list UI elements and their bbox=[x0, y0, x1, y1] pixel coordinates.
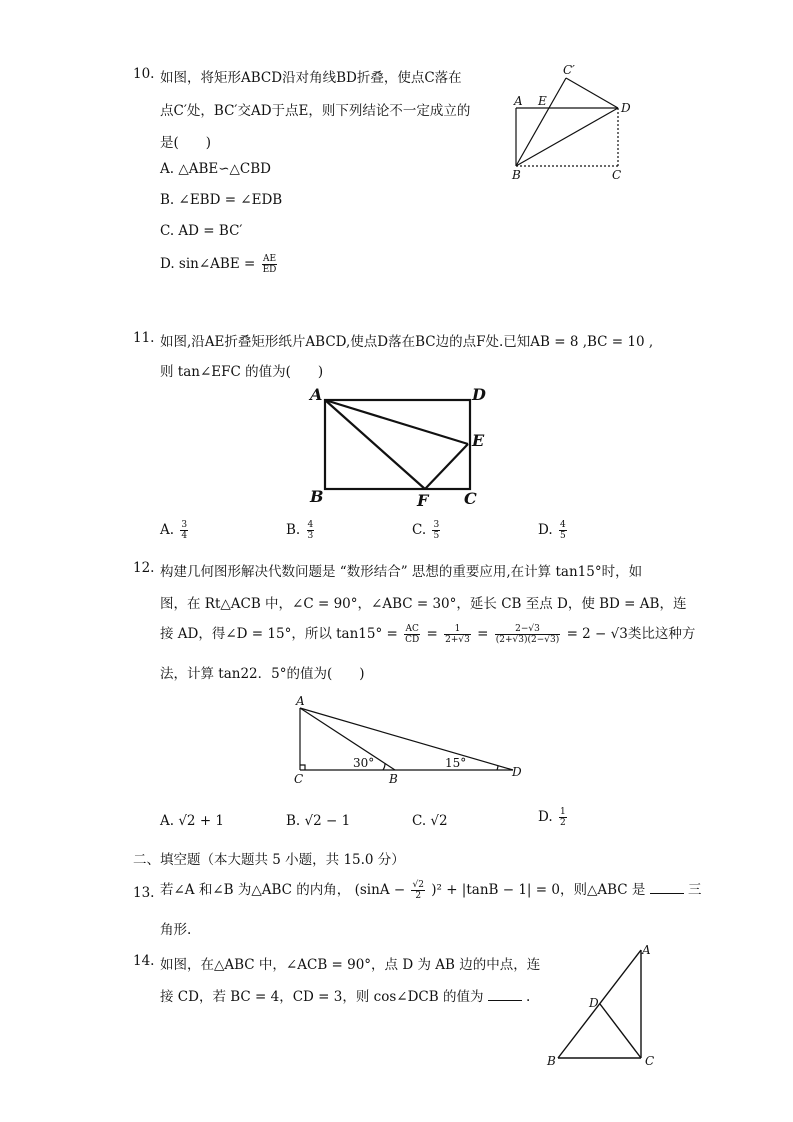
q11-option-b bbox=[286, 520, 316, 541]
fraction-denominator: 2+√3 bbox=[445, 635, 470, 645]
q13-line1-start: 若∠A 和∠B 为△ABC 的内角， bbox=[160, 882, 351, 898]
fraction-denominator: 2 bbox=[415, 891, 422, 901]
fig10-line-BD bbox=[516, 108, 618, 166]
fraction-numerator: 2−√3 bbox=[495, 624, 561, 635]
q12-figure bbox=[285, 690, 525, 785]
fraction-denominator: CD bbox=[405, 635, 420, 645]
q12-option-a: A. √2 + 1 bbox=[160, 813, 225, 829]
equals-sign: = bbox=[426, 626, 438, 642]
fig12-angle-15-label: 15° bbox=[445, 756, 467, 770]
section-title-fill-in: 二、填空题（本大题共 5 小题，共 15.0 分） bbox=[133, 852, 405, 868]
q10-option-d bbox=[160, 254, 279, 275]
fraction-numerator: 4 bbox=[559, 520, 566, 530]
q10-figure bbox=[500, 60, 650, 185]
equals-sign: = bbox=[477, 626, 489, 642]
fig14-label-A: A bbox=[642, 943, 651, 957]
q12-option-d bbox=[538, 807, 569, 828]
q10-option-a: A. △ABE∽△CBD bbox=[160, 161, 272, 177]
q11-number: 11. bbox=[133, 330, 155, 346]
q14-text-line1: 如图，在△ABC 中，∠ACB = 90°，点 D 为 AB 边的中点，连 bbox=[160, 957, 541, 973]
q12-fraction-3 bbox=[495, 624, 561, 645]
q12-option-b: B. √2 − 1 bbox=[286, 813, 351, 829]
fig12-label-B: B bbox=[389, 772, 398, 785]
q13-number: 13. bbox=[133, 885, 155, 901]
fig11-label-B: B bbox=[310, 487, 324, 506]
fraction-numerator: 4 bbox=[307, 520, 314, 530]
q13-text-line2: 角形. bbox=[160, 922, 192, 938]
fraction-numerator: AC bbox=[405, 624, 419, 634]
fig12-line-AD bbox=[300, 708, 513, 770]
q13-line1-end: 三 bbox=[687, 882, 702, 898]
fraction-denominator: 5 bbox=[559, 531, 566, 541]
q14-answer-blank[interactable] bbox=[488, 988, 522, 1001]
q12-number: 12. bbox=[133, 560, 155, 576]
q12-fraction-2 bbox=[444, 624, 471, 645]
q14-line2-start: 接 CD，若 BC = 4，CD = 3，则 cos∠DCB 的值为 bbox=[160, 989, 484, 1005]
option-letter: D. bbox=[538, 809, 553, 825]
option-letter: B. bbox=[286, 522, 301, 538]
fig12-angle-30-label: 30° bbox=[353, 756, 375, 770]
option-fraction bbox=[180, 520, 188, 541]
option-fraction bbox=[432, 520, 440, 541]
q12-text-line1: 构建几何图形解决代数问题是 “数形结合” 思想的重要应用,在计算 tan15°时，如 bbox=[160, 564, 643, 580]
q12-fraction-ac-cd bbox=[404, 624, 420, 645]
fraction-denominator: 3 bbox=[307, 531, 314, 541]
fig10-line-BCp bbox=[516, 78, 566, 166]
q12-text-line2: 图，在 Rt△ACB 中，∠C = 90°，∠ABC = 30°，延长 CB 至点 D，使 BD = AB，连 bbox=[160, 596, 687, 612]
fraction-numerator: 3 bbox=[181, 520, 188, 530]
q14-figure bbox=[540, 940, 665, 1075]
fig11-rectangle bbox=[325, 400, 470, 489]
q10-text-line3: 是( ) bbox=[160, 135, 212, 151]
q12-line3-start: 接 AD，得∠D = 15°，所以 tan15° = bbox=[160, 626, 398, 642]
fig10-label-Cp: C′ bbox=[563, 63, 575, 77]
q11-option-d bbox=[538, 520, 569, 541]
fig12-angle-arc-15 bbox=[497, 766, 498, 770]
q12-text-line3 bbox=[160, 622, 695, 645]
fig12-angle-arc-30 bbox=[383, 763, 385, 770]
option-fraction bbox=[307, 520, 315, 541]
q14-text-line2 bbox=[160, 985, 530, 1005]
option-letter: A. bbox=[160, 522, 175, 538]
fig11-label-D: D bbox=[472, 385, 486, 404]
q14-number: 14. bbox=[133, 953, 155, 969]
fraction-numerator: 1 bbox=[559, 807, 566, 817]
q10-number: 10. bbox=[133, 66, 155, 82]
q14-line2-end: . bbox=[526, 989, 531, 1005]
fig12-line-AB bbox=[300, 708, 395, 770]
q10-option-d-prefix: D. sin∠ABE = bbox=[160, 256, 256, 272]
fig10-label-B: B bbox=[512, 168, 521, 182]
fraction-numerator: 3 bbox=[433, 520, 440, 530]
fraction-numerator: 1 bbox=[444, 624, 471, 635]
option-fraction bbox=[559, 520, 567, 541]
fig10-label-D: D bbox=[621, 101, 631, 115]
fig11-label-C: C bbox=[464, 489, 477, 508]
fig10-label-C: C bbox=[612, 168, 622, 182]
option-letter: C. bbox=[412, 522, 427, 538]
fraction-denominator: 2 bbox=[559, 818, 566, 828]
fig11-line-AF bbox=[325, 400, 425, 489]
option-letter: D. bbox=[538, 522, 553, 538]
q13-expression-end: )² + |tanB − 1| = 0，则△ABC 是 bbox=[431, 882, 646, 898]
q10-option-d-fraction bbox=[262, 254, 278, 275]
q11-option-c bbox=[412, 520, 442, 541]
fraction-denominator: 5 bbox=[433, 531, 440, 541]
fig12-label-C: C bbox=[294, 772, 304, 785]
q12-line3-end: = 2 − √3类比这种方 bbox=[566, 626, 696, 642]
fig10-label-A: A bbox=[514, 94, 523, 108]
q10-text-line1: 如图，将矩形ABCD沿对角线BD折叠，使点C落在 bbox=[160, 70, 462, 86]
fig14-label-B: B bbox=[547, 1054, 556, 1068]
q13-fraction bbox=[411, 880, 424, 901]
fig11-line-AE bbox=[325, 400, 468, 444]
fraction-numerator: √2 bbox=[412, 880, 424, 890]
fig14-line-CD bbox=[600, 1004, 641, 1058]
fig11-label-A: A bbox=[310, 385, 323, 404]
q13-expression-start: (sinA − bbox=[354, 882, 406, 898]
q11-text-line1: 如图,沿AE折叠矩形纸片ABCD,使点D落在BC边的点F处.已知AB = 8 ,BC = 10 , bbox=[160, 334, 654, 350]
q12-text-line4: 法，计算 tan22．5°的值为( ) bbox=[160, 666, 365, 682]
fig12-right-angle-mark bbox=[300, 765, 305, 770]
q11-option-a bbox=[160, 520, 190, 541]
fig10-label-E: E bbox=[538, 94, 547, 108]
q10-option-c: C. AD = BC′ bbox=[160, 223, 243, 239]
fraction-denominator: (2+√3)(2−√3) bbox=[495, 635, 560, 645]
q13-answer-blank[interactable] bbox=[650, 881, 684, 894]
fig14-label-D: D bbox=[589, 996, 599, 1010]
option-fraction bbox=[559, 807, 567, 828]
fig11-line-FE bbox=[425, 444, 468, 489]
fraction-denominator: 4 bbox=[181, 531, 188, 541]
fig12-label-D: D bbox=[512, 765, 522, 779]
fraction-denominator: ED bbox=[262, 265, 277, 275]
q11-figure bbox=[300, 382, 500, 514]
fig10-line-CpD bbox=[566, 78, 618, 108]
fig11-label-F: F bbox=[417, 491, 429, 510]
q10-text-line2: 点C′处，BC′交AD于点E，则下列结论不一定成立的 bbox=[160, 103, 471, 119]
q13-text-line1 bbox=[160, 878, 701, 901]
q12-option-c: C. √2 bbox=[412, 813, 448, 829]
fraction-numerator: AE bbox=[262, 254, 277, 264]
fig14-label-C: C bbox=[645, 1054, 655, 1068]
q10-option-b: B. ∠EBD = ∠EDB bbox=[160, 192, 283, 208]
fig12-label-A: A bbox=[296, 694, 305, 708]
q11-text-line2: 则 tan∠EFC 的值为( ) bbox=[160, 364, 324, 380]
fig11-label-E: E bbox=[472, 431, 485, 450]
